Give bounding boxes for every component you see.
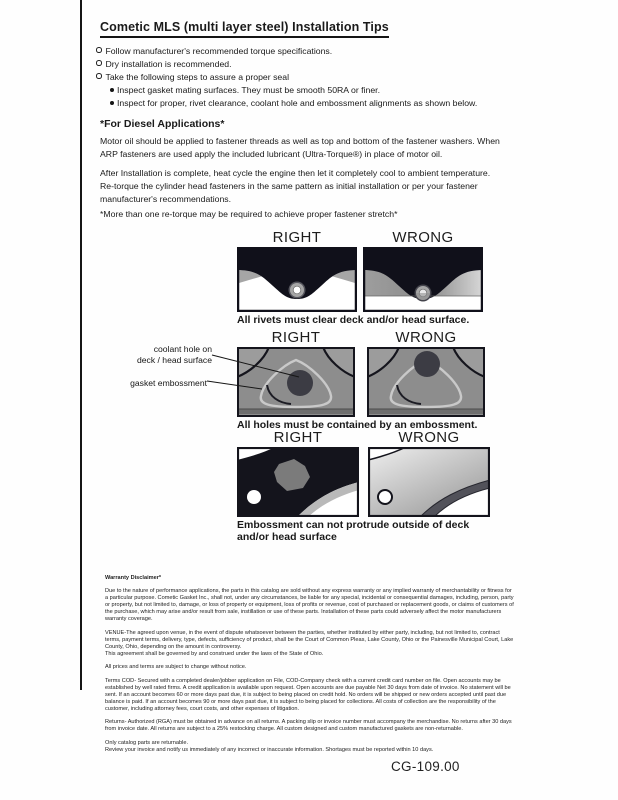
hole-wrong-diagram <box>367 347 485 417</box>
caption-line: and/or head surface <box>237 530 337 543</box>
disclaimer-paragraph: Terms COD- Secured with a completed dealer/jobber application on File, COD-Company check with a current credit card number on file. Open accounts may be established by well rated firms. A credit application is available upon request. Open accounts are due payable Net 30 days from date of invoice. No statement will be sent. If an account becomes 60 or more days past due, it is subject to being placed on credit hold. No orders will be shipped or new orders accepted until past due balance is paid. If an account becomes 90 or more days past due, it is subject to being placed for collections. All costs of collection are the responsibility of the customer, including attorney fees, court costs, and other expenses of litigation. <box>105 677 511 712</box>
right-label: RIGHT <box>272 229 322 246</box>
page-number: CG-109.00 <box>391 759 460 774</box>
embossment-wrong-diagram <box>368 447 490 517</box>
list-item <box>96 84 516 97</box>
disclaimer-paragraph: All prices and terms are subject to change without notice. <box>105 664 247 670</box>
figure-diagrams <box>237 347 485 417</box>
caption-line: Embossment can not protrude outside of deck <box>237 519 470 531</box>
gasket-embossment-annotation: gasket embossment <box>130 378 207 388</box>
wrong-label: WRONG <box>398 429 460 446</box>
disclaimer-paragraph: Returns- Authorized (RGA) must be obtained in advance on all returns. A packing slip or invoice number must accompany the merchandise. No returns after 30 days from invoice date. All returns are subject to a 25% restocking charge. All custom designed and custom manufactured gaskets are non-returnable. <box>105 719 512 732</box>
rivet-wrong-diagram <box>363 247 483 312</box>
filled-bullet-icon <box>110 101 114 105</box>
embossment-right-diagram <box>237 447 359 517</box>
wrong-label: WRONG <box>395 329 457 346</box>
disclaimer-paragraph: Due to the nature of performance applications, the parts in this catalog are sold without any express warranty or any implied warranty of merchantability or fitness for a particular purpose. Cometic Gasket Inc., shall not, under any circumstances, be liable for any special, incidental or consequential damages, including, person, party or property, but not limited to, damage, or loss of property or equipment, loss of profits or revenue, cost of purchased or replacement goods, or claims of customers of the purchase, which may arise and/or result from sale, instillation or use of these parts. Installation of these parts could adversely affect the motor manufacturers warranty coverage. <box>105 588 514 622</box>
figure-embossment <box>237 429 490 543</box>
page-spine-rule <box>80 0 82 690</box>
tip-text: Dry installation is recommended. <box>105 59 232 69</box>
annotation-text: deck / head surface <box>136 354 212 365</box>
diesel-paragraph-1: Motor oil should be applied to fastener threads as well as top and bottom of the fastener washers. When ARP fasteners are used apply the included lubricant (Ultra-Torque®) in place of motor oil. <box>100 136 500 159</box>
open-bullet-icon <box>96 47 102 53</box>
hole-right-diagram <box>237 347 355 417</box>
annotation-text: coolant hole on <box>153 344 212 354</box>
tip-text: Inspect gasket mating surfaces. They must be smooth 50RA or finer. <box>117 85 381 95</box>
wrong-label: WRONG <box>392 229 454 246</box>
warranty-disclaimer <box>105 575 516 760</box>
filled-bullet-icon <box>110 88 114 92</box>
list-item <box>96 97 516 110</box>
figure-diagrams <box>237 247 483 312</box>
diesel-paragraph-2: After Installation is complete, heat cycle the engine then let it completely cool to ambient temperature. Re-torque the cylinder head fasteners in the same pattern as initial installation or per your fastener manufacturer's recommendations. <box>100 168 491 204</box>
right-label: RIGHT <box>273 429 323 446</box>
disclaimer-paragraph: Review your invoice and notify us immediately of any incorrect or inaccurate information. Shortages must be reported within 10 days. <box>105 746 434 753</box>
disclaimer-paragraph: Only catalog parts are returnable. <box>105 739 189 746</box>
figure-labels <box>237 329 485 346</box>
coolant-hole-annotation <box>118 344 212 365</box>
tip-text: Follow manufacturer's recommended torque specifications. <box>105 46 333 56</box>
tip-text: Inspect for proper, rivet clearance, coolant hole and embossment alignments as shown below. <box>117 98 478 108</box>
disclaimer-paragraph: This agreement shall be governed by and construed under the laws of the State of Ohio. <box>105 650 324 657</box>
list-item <box>96 58 516 71</box>
figure-caption: All rivets must clear deck and/or head surface. <box>237 314 470 326</box>
open-bullet-icon <box>96 73 102 79</box>
figure-labels <box>237 229 483 246</box>
figure-caption <box>237 520 490 543</box>
figure-rivets <box>237 229 483 327</box>
rivet-right-diagram <box>237 247 357 312</box>
figure-holes <box>237 329 485 432</box>
figure-labels <box>237 429 490 446</box>
retorque-note: *More than one re-torque may be required to achieve proper fastener stretch* <box>100 209 398 219</box>
open-bullet-icon <box>96 60 102 66</box>
list-item <box>96 45 516 58</box>
disclaimer-paragraph: VENUE-The agreed upon venue, in the event of dispute whatsoever between the parties, whether instituted by either party, including, but not limited to, contract terms, payment terms, delivery, type, defects, sufficiency of product, shall be the Court of Common Pleas, Lake County, Ohio or the Painesville Municipal Court, Lake County, Ohio, depending on the amount in controversy. <box>105 629 514 650</box>
figure-diagrams <box>237 447 490 517</box>
tip-text: Take the following steps to assure a proper seal <box>105 72 290 82</box>
right-label: RIGHT <box>271 329 321 346</box>
tips-list <box>96 45 516 110</box>
figure-caption: All holes must be contained by an embossment. <box>237 419 478 431</box>
page-title: Cometic MLS (multi layer steel) Installation Tips <box>100 20 389 38</box>
warranty-disclaimer-heading: Warranty Disclaimer* <box>105 575 162 581</box>
list-item <box>96 71 516 84</box>
diesel-applications-heading: *For Diesel Applications* <box>100 118 225 130</box>
